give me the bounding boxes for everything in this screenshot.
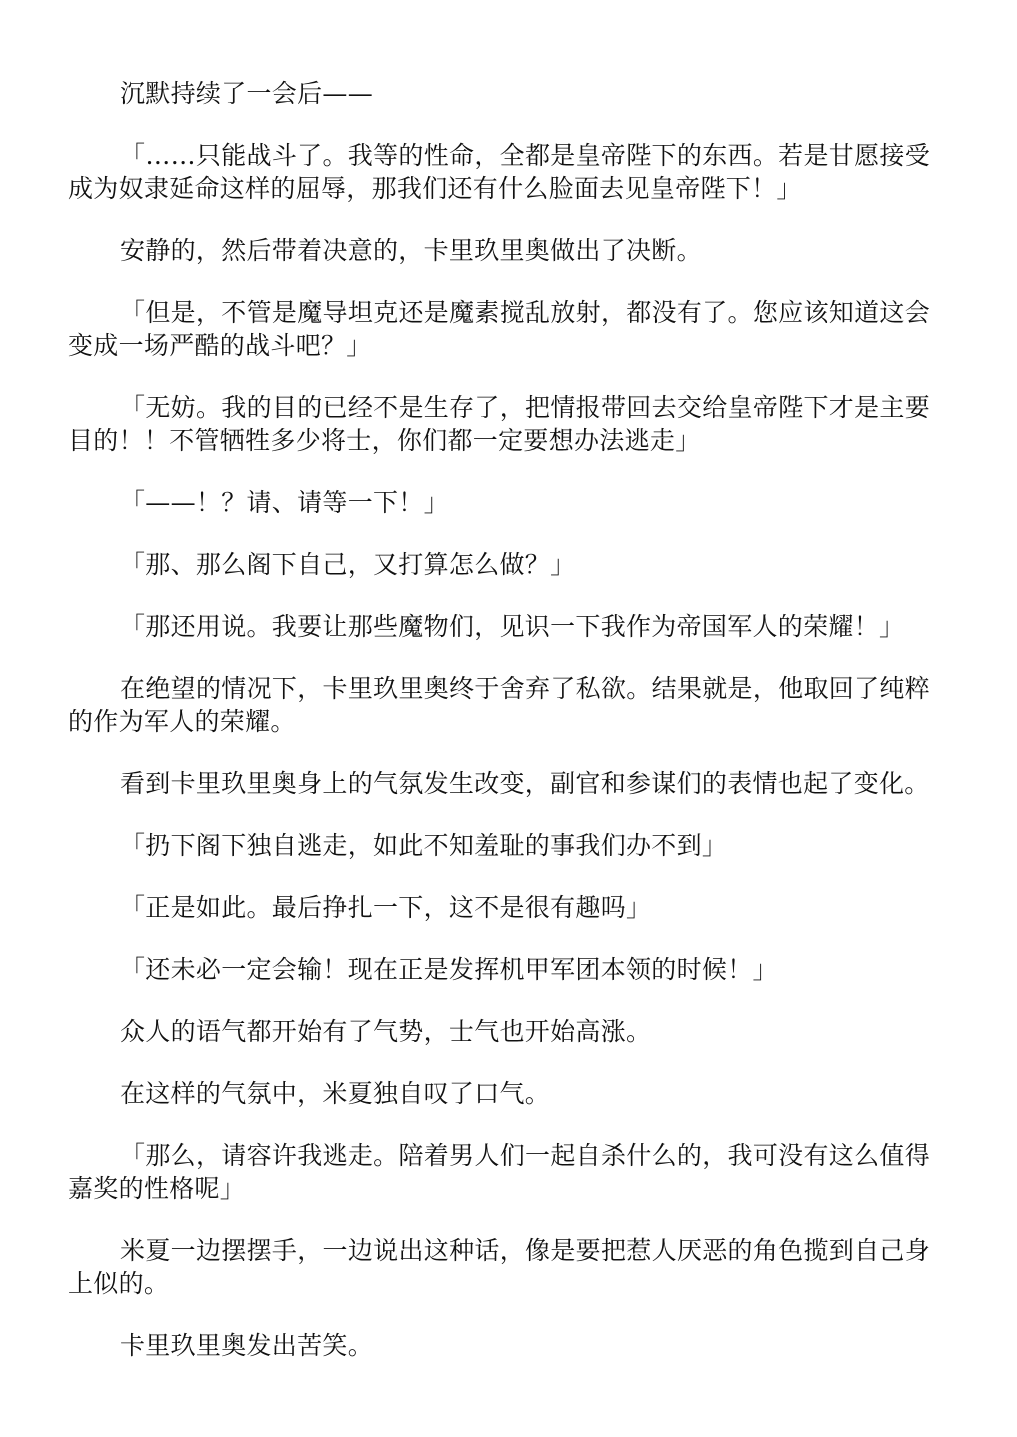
paragraph-16: 「那么，请容许我逃走。陪着男人们一起自杀什么的，我可没有这么值得嘉奖的性格呢」 — [68, 1141, 930, 1203]
paragraph-4: 「但是，不管是魔导坦克还是魔素搅乱放射，都没有了。您应该知道这会变成一场严酷的战斗吧？」 — [68, 298, 930, 360]
paragraph-13: 「还未必一定会输！现在正是发挥机甲军团本领的时候！」 — [120, 955, 778, 984]
paragraph-3: 安静的，然后带着决意的，卡里玖里奥做出了决断。 — [120, 236, 702, 265]
paragraph-10: 看到卡里玖里奥身上的气氛发生改变，副官和参谋们的表情也起了变化。 — [120, 769, 930, 798]
paragraph-17: 米夏一边摆摆手，一边说出这种话，像是要把惹人厌恶的角色揽到自己身上似的。 — [68, 1236, 930, 1298]
paragraph-11: 「扔下阁下独自逃走，如此不知羞耻的事我们办不到」 — [120, 831, 728, 860]
paragraph-14: 众人的语气都开始有了气势，士气也开始高涨。 — [120, 1017, 652, 1046]
paragraph-7: 「那、那么阁下自己，又打算怎么做？」 — [120, 550, 576, 579]
paragraph-6: 「——！？请、请等一下！」 — [120, 488, 449, 517]
document-page — [68, 77, 930, 1391]
paragraph-2: 「……只能战斗了。我等的性命，全都是皇帝陛下的东西。若是甘愿接受成为奴隶延命这样的屈辱，那我们还有什么脸面去见皇帝陛下！」 — [68, 141, 930, 203]
paragraph-5: 「无妨。我的目的已经不是生存了，把情报带回去交给皇帝陛下才是主要目的！！不管牺牲多少将士，你们都一定要想办法逃走」 — [68, 393, 930, 455]
paragraph-18: 卡里玖里奥发出苦笑。 — [120, 1331, 374, 1360]
paragraph-12: 「正是如此。最后挣扎一下，这不是很有趣吗」 — [120, 893, 652, 922]
paragraph-1: 沉默持续了一会后—— — [120, 79, 374, 108]
paragraph-8: 「那还用说。我要让那些魔物们，见识一下我作为帝国军人的荣耀！」 — [120, 612, 905, 641]
paragraph-15: 在这样的气氛中，米夏独自叹了口气。 — [120, 1079, 551, 1108]
paragraph-9: 在绝望的情况下，卡里玖里奥终于舍弃了私欲。结果就是，他取回了纯粹的作为军人的荣耀。 — [68, 674, 930, 736]
